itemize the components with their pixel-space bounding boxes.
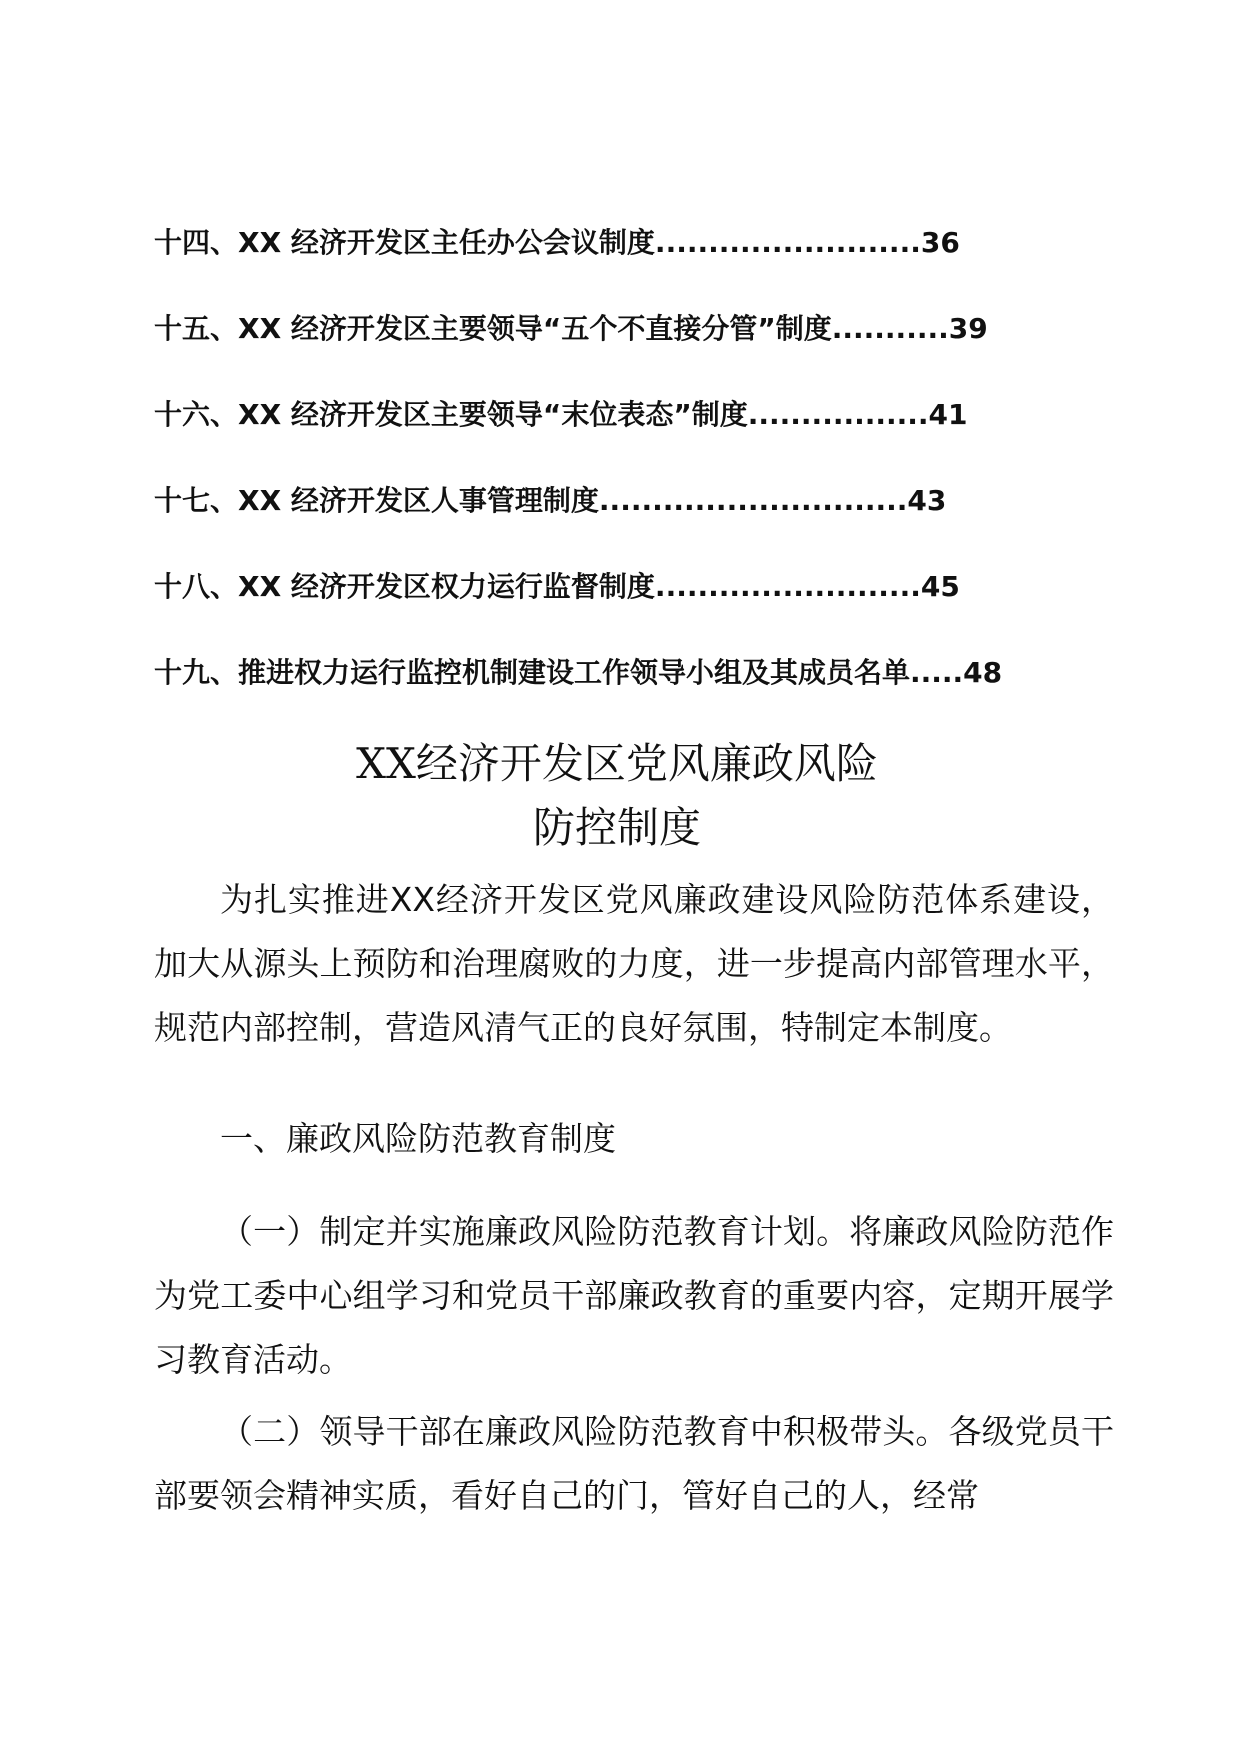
toc-entry[interactable]: 十五、XX 经济开发区主要领导“五个不直接分管”制度...........39	[154, 312, 988, 345]
toc-entry[interactable]: 十八、XX 经济开发区权力运行监督制度.........................45	[154, 570, 960, 603]
section-heading: 一、廉政风险防范教育制度	[220, 1119, 616, 1158]
intro-paragraph: 为扎实推进XX经济开发区党风廉政建设风险防范体系建设，加大从源头上预防和治理腐败的力度，进一步提高内部管理水平，规范内部控制，营造风清气正的良好氛围，特制定本制度。	[154, 880, 1114, 1047]
document-title-line-2: 防控制度	[532, 803, 701, 852]
table-of-contents	[154, 218, 1094, 734]
paragraph-item-1: （一）制定并实施廉政风险防范教育计划。将廉政风险防范作为党工委中心组学习和党员干部廉政教育的重要内容，定期开展学习教育活动。	[154, 1212, 1114, 1379]
toc-entry[interactable]: 十六、XX 经济开发区主要领导“末位表态”制度.................41	[154, 398, 968, 431]
paragraph-item-2: （二）领导干部在廉政风险防范教育中积极带头。各级党员干部要领会精神实质，看好自己的门，管好自己的人，经常	[154, 1412, 1114, 1515]
document-title-line-1: XX经济开发区党风廉政风险	[356, 739, 878, 788]
toc-entry[interactable]: 十九、推进权力运行监控机制建设工作领导小组及其成员名单.....48	[154, 656, 1003, 689]
toc-entry[interactable]: 十七、XX 经济开发区人事管理制度.............................43	[154, 484, 947, 517]
toc-entry[interactable]: 十四、XX 经济开发区主任办公会议制度.........................36	[154, 226, 960, 259]
